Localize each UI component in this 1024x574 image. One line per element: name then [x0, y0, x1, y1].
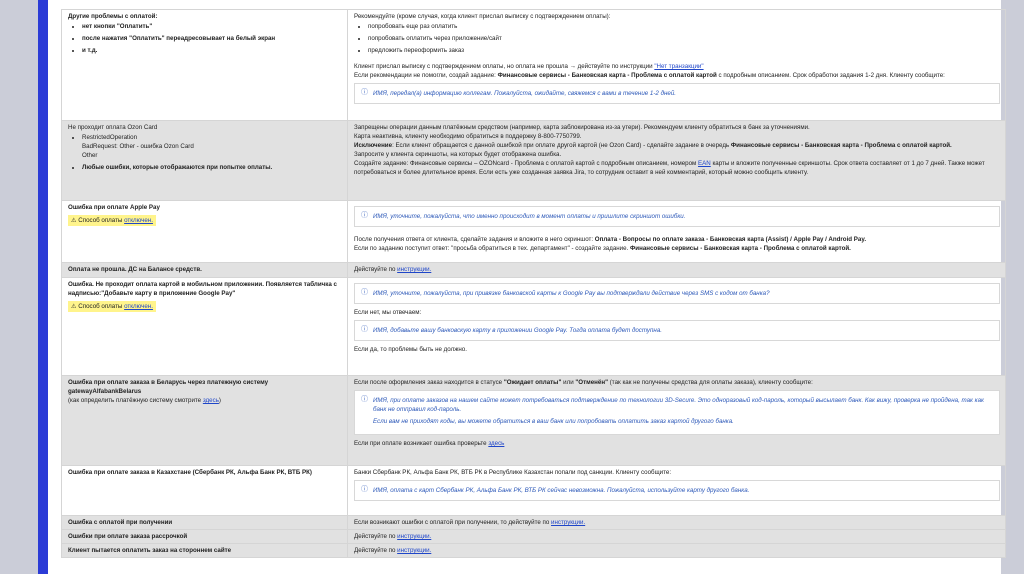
- disabled-link[interactable]: отключен.: [124, 303, 153, 310]
- issue-title: Ошибка с оплатой при получении: [62, 516, 348, 530]
- list-item: • и т.д.: [82, 46, 342, 55]
- info-panel: ⓘ ИМЯ, уточните, пожалуйста, что именно происходит в момент оплаты и пришлите скриншот ошибки.: [354, 206, 1000, 227]
- list-item: • после нажатия "Оплатить" переадресовывает на белый экран: [82, 34, 342, 43]
- issue-cell: [62, 278, 348, 376]
- table-row: [62, 201, 1006, 263]
- issue-title: Ошибка при оплате заказа в Беларусь через платежную систему gatewayAlfabankBelarus: [68, 379, 269, 395]
- issue-title: Не проходит оплата Ozon Card: [68, 124, 158, 131]
- instruction-link[interactable]: "Нет транзакции": [654, 63, 704, 70]
- table-row: [62, 263, 1006, 278]
- info-panel: ⓘ ИМЯ, оплата с карт Сбербанк РК, Альфа Банк РК, ВТБ РК сейчас невозможна. Пожалуйста, используйте карту другого банка.: [354, 480, 1000, 501]
- table-row: [62, 10, 1006, 121]
- action-cell: Действуйте по инструкции.: [348, 530, 1006, 544]
- payment-issues-table: [61, 9, 1006, 558]
- action-cell: [348, 10, 1006, 121]
- warning-badge: [68, 215, 156, 226]
- info-circle-icon: ⓘ: [361, 326, 368, 333]
- ean-link[interactable]: EAN: [698, 160, 711, 167]
- list-item: • предложить переоформить заказ: [368, 46, 1000, 55]
- table-row: [62, 516, 1006, 530]
- issue-title: Ошибка при оплате Apple Pay: [68, 204, 160, 211]
- list-item: • попробовать еще раз оплатить: [368, 22, 1000, 31]
- instruction-link[interactable]: инструкции.: [551, 519, 586, 526]
- table-row: [62, 544, 1006, 558]
- here-link[interactable]: здесь: [488, 440, 505, 447]
- info-panel: ⓘ ИМЯ, передал(а) информацию коллегам. Пожалуйста, ожидайте, свяжемся с вами в течение 1-2 дней.: [354, 83, 1000, 104]
- table-row: [62, 121, 1006, 201]
- here-link[interactable]: здесь: [202, 397, 219, 404]
- action-cell: Действуйте по инструкции.: [348, 263, 1006, 278]
- warning-triangle-icon: ⚠ Способ оплаты: [71, 303, 125, 310]
- issue-cell: [62, 376, 348, 466]
- list-item: • нет кнопки "Оплатить": [82, 22, 342, 31]
- issue-title: Ошибка. Не проходит оплата картой в мобильном приложении. Появляется табличка с надписью:"Добавьте карту в приложение Google Pay": [68, 281, 337, 297]
- instruction-link[interactable]: инструкции.: [397, 533, 432, 540]
- issue-subtext: (как определить платёжную систему смотрите здесь): [68, 397, 221, 404]
- action-text: Создайте задание: Финансовые сервисы – OZONcard - Проблема с оплатой картой с подробным описанием, номером EAN карты и вложите полученные скриншоты. Срок ответа составляет от 1 до 7 дней. Также может потребоваться и более длительное время. Если есть уже созданная заявка Jira, то сотрудник оставит в ней комментарий, который можно сообщить клиенту.: [354, 160, 985, 176]
- issue-title: Другие проблемы с оплатой:: [68, 13, 158, 20]
- issue-title: Ошибка при оплате заказа в Казахстане (Сбербанк РК, Альфа Банк РК, ВТБ РК): [62, 466, 348, 516]
- info-panel: ⓘ ИМЯ, при оплате заказов на нашем сайте может потребоваться подтверждение по технологии 3D-Secure. Это одноразовый код-пароль, который высылает банк. Как вижу, проверка не пройдена, так как банк не отправил код-пароль. Если вам не приходят коды, вы можете обратиться в ваш банк или попробовать оплатить заказ картой другого банка.: [354, 390, 1000, 435]
- action-text: Если да, то проблемы быть не должно.: [354, 346, 467, 353]
- action-cell: [348, 466, 1006, 516]
- action-text: Если после оформления заказ находится в статусе "Ожидает оплаты" или "Отменён" (так как не получены средства для оплаты заказа), клиенту сообщите:: [354, 379, 813, 386]
- action-cell: [348, 201, 1006, 263]
- action-cell: [348, 376, 1006, 466]
- action-text: Запросите у клиента скриншоты, на которых будет отображена ошибка.: [354, 151, 562, 158]
- disabled-link[interactable]: отключен.: [124, 217, 153, 224]
- info-panel: ⓘ ИМЯ, добавьте вашу банковскую карту в приложении Google Pay. Тогда оплата будет доступна.: [354, 320, 1000, 341]
- issue-cell: [62, 10, 348, 121]
- list-item: • RestrictedOperation BadRequest: Other - ошибка Ozon Card Other: [82, 133, 342, 160]
- action-text: Если при оплате возникает ошибка проверьте здесь: [354, 440, 505, 447]
- table-row: [62, 376, 1006, 466]
- action-cell: [348, 278, 1006, 376]
- action-cell: Если возникают ошибки с оплатой при получении, то действуйте по инструкции.: [348, 516, 1006, 530]
- info-circle-icon: ⓘ: [361, 89, 368, 96]
- issue-title: Оплата не прошла. ДС на Балансе средств.: [62, 263, 348, 278]
- action-text: Запрещены операции данным платёжным средством (например, карта заблокирована из-за утери). Рекомендуем клиенту обратиться в банк за уточнениями.: [354, 124, 810, 131]
- table-row: [62, 466, 1006, 516]
- info-panel: ⓘ ИМЯ, уточните, пожалуйста, при привязке банковской карты к Google Pay вы подтверждали действие через SMS с кодом от банка?: [354, 283, 1000, 304]
- issue-title: Ошибки при оплате заказа рассрочкой: [62, 530, 348, 544]
- warning-triangle-icon: ⚠ Способ оплаты: [71, 217, 125, 224]
- action-text: Если нет, мы отвечаем:: [354, 309, 422, 316]
- action-text: Если по заданию поступит ответ: "просьба обратиться в тех. департамент" - создайте задание. Финансовые сервисы - Банковская карта - Проблема с оплатой картой.: [354, 245, 851, 252]
- info-circle-icon: ⓘ: [361, 212, 368, 219]
- table-row: [62, 278, 1006, 376]
- list-item: • попробовать оплатить через приложение/сайт: [368, 34, 1000, 43]
- instruction-link[interactable]: инструкции.: [397, 547, 432, 554]
- issue-cell: [62, 201, 348, 263]
- issue-title: Клиент пытается оплатить заказ на стороннем сайте: [62, 544, 348, 558]
- action-text: Карта неактивна, клиенту необходимо обратиться в поддержку 8-800-7750799.: [354, 133, 582, 140]
- action-cell: [348, 121, 1006, 201]
- instruction-link[interactable]: инструкции.: [397, 266, 432, 273]
- info-circle-icon: ⓘ: [361, 289, 368, 296]
- left-accent-bar: [38, 0, 48, 574]
- issue-cell: [62, 121, 348, 201]
- table-row: [62, 530, 1006, 544]
- action-text: Клиент прислал выписку с подтверждением оплаты, но оплата не прошла → действуйте по инструкции "Нет транзакции": [354, 63, 704, 70]
- warning-badge: [68, 301, 156, 312]
- action-text: Если рекомендации не помогли, создай задание: Финансовые сервисы - Банковская карта - Проблема с оплатой картой с подробным описанием. Срок обработки задания 1-2 дня. Клиенту сообщите:: [354, 72, 945, 79]
- action-cell: Действуйте по инструкции.: [348, 544, 1006, 558]
- info-circle-icon: ⓘ: [361, 486, 368, 493]
- action-text: После получения ответа от клиента, сделайте задания и вложите в него скриншот: Оплата - Вопросы по оплате заказа - Банковская карта (Assist) / Apple Pay / Android Pay.: [354, 236, 867, 243]
- action-text: Банки Сбербанк РК, Альфа Банк РК, ВТБ РК в Республике Казахстан попали под санкции. Клиенту сообщите:: [354, 469, 672, 476]
- info-circle-icon: ⓘ: [361, 396, 368, 403]
- action-text: Рекомендуйте (кроме случая, когда клиент прислал выписку с подтверждением оплаты):: [354, 13, 611, 20]
- list-item: • Любые ошибки, которые отображаются при попытке оплаты.: [82, 163, 342, 172]
- action-text: Исключение: Если клиент обращается с данной ошибкой при оплате другой картой (не Ozon Card) - сделайте задание в очередь Финансовые сервисы - Банковская карта - Проблема с оплатой картой.: [354, 142, 952, 149]
